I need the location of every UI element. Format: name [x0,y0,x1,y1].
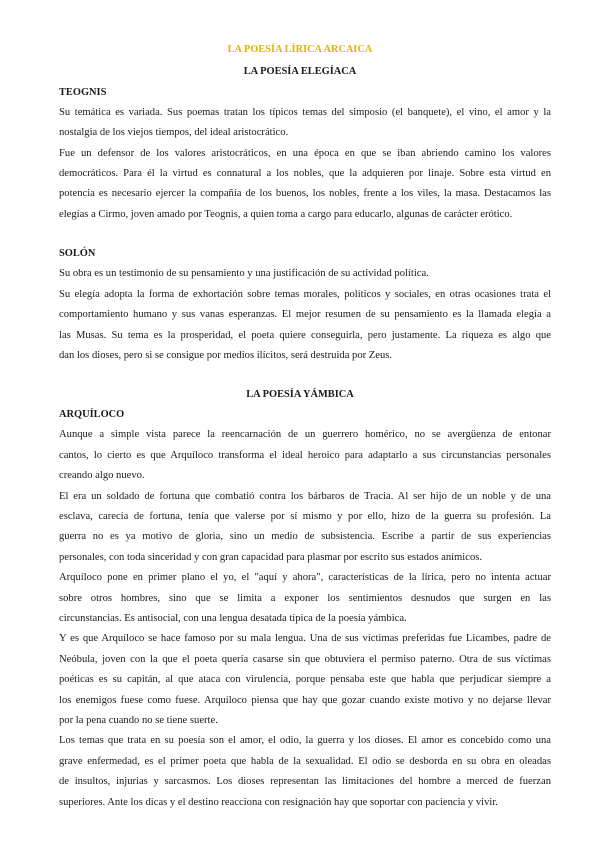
text-line: por la pena cuando no se tiene suerte. [59,715,218,726]
text-line: de insultos, injurias y sarcasmos. Los dioses representan las limitaciones del hombre a merced de fuerzan [59,776,551,787]
text-line: comportamiento humano y sus vanas esperanzas. El mejor resumen de su pensamiento es la llamada elegía a [59,309,551,320]
text-line: Neóbula, joven con la que el poeta quería casarse sin que obtuviera el permiso paterno. Otra de sus víctimas [59,654,551,665]
text-line: los enemigos fuese como fuese. Arquíloco piensa que hay que gozar cuando existe motivo y no dejarse llevar [59,695,551,706]
text-line: nostalgia de los viejos tiempos, del ideal aristocrático. [59,127,289,138]
text-line: Fue un defensor de los valores aristocráticos, en una época en que se iban abriendo camino los valores [59,148,551,159]
text-line: poéticas es su capitán, al que ataca con virulencia, porque pensaba este que habla que perjudicar siempre a [59,674,551,685]
text-line: El era un soldado de fortuna que combatió contra los bárbaros de Tracia. Al ser hijo de un noble y de una [59,491,551,502]
text-line: guerra no es ya motivo de gloria, sino un medio de subsistencia. Escribe a partir de sus experiencias [59,531,551,542]
text-line: democráticos. Para él la virtud es connatural a los nobles, que la adquieren por linaje. Sobre esta virtud en [59,168,551,179]
text-line: elegías a Cirmo, joven amado por Teognis, a quien toma a cargo para educarlo, algunas de carácter erótico. [59,209,513,220]
text-line: cantos, lo cierto es que Arquíloco transforma el ideal heroico para adaptarlo a sus circunstancias personales [59,450,551,461]
text-line: Su temática es variada. Sus poemas tratan los típicos temas del simposio (el banquete), el vino, el amor y la [59,107,551,118]
text-line: superiores. Ante los dicas y el destino reacciona con resignación hay que soportar con paciencia y vivir. [59,797,498,808]
text-line: Y es que Arquíloco se hace famoso por su mala lengua. Una de sus víctimas preferidas fue Licambes, padre de [59,633,551,644]
text-line: Arquíloco pone en primer plano el yo, el "aquí y ahora", características de la lírica, pero no intenta actuar [59,572,551,583]
text-line: personales, con toda sinceridad y con gran capacidad para plasmar por escrito sus estados anímicos. [59,552,483,563]
text-line: grave enfermedad, es el primer poeta que habla de la sexualidad. El odio se desborda en su obra en oleadas [59,756,551,767]
text-line: dan los dioses, pero si se consigue por medios ilícitos, será destruida por Zeus. [59,350,393,361]
text-line: Los temas que trata en su poesía son el amor, el odio, la guerra y los dioses. El amor es concebido como una [59,735,551,746]
text-line: Su elegía adopta la forma de exhortación sobre temas morales, políticos y sociales, en otras ocasiones trata el [59,289,551,300]
author-heading-teognis: TEOGNIS [59,87,107,98]
text-line: circunstancias. Es antisocial, con una lengua desatada típica de la poesía yámbica. [59,613,407,624]
author-heading-arquiloco: ARQUÍLOCO [59,409,125,420]
text-line: potencia es necesario ejercer la compañía de los buenos, los nobles, frente a los viles, la masa. Destacamos las [59,188,551,199]
text-line: sobre otros hombres, sino que se limita a exponer los sentimientos desnudos que surgen en las [59,593,551,604]
author-heading-solon: SOLÓN [59,248,96,259]
document-title: LA POESÍA LÍRICA ARCAICA [227,44,373,55]
section-heading-elegiaca: LA POESÍA ELEGÍACA [243,66,357,77]
text-line: Aunque a simple vista parece la reencarnación de un guerrero homérico, no se avergüenza de entonar [59,429,551,440]
text-line: las Musas. Su tema es la prosperidad, el poeta quiere conseguirla, pero justamente. La riqueza es algo que [59,330,551,341]
text-line: Su obra es un testimonio de su pensamiento y una justificación de su actividad política. [59,268,429,279]
text-line: esclava, carecía de fortuna, tenía que valerse por sí mismo y por ello, hizo de la guerra su profesión. La [59,511,551,522]
section-heading-yambica: LA POESÍA YÁMBICA [246,389,354,400]
text-line: creando algo nuevo. [59,470,145,481]
